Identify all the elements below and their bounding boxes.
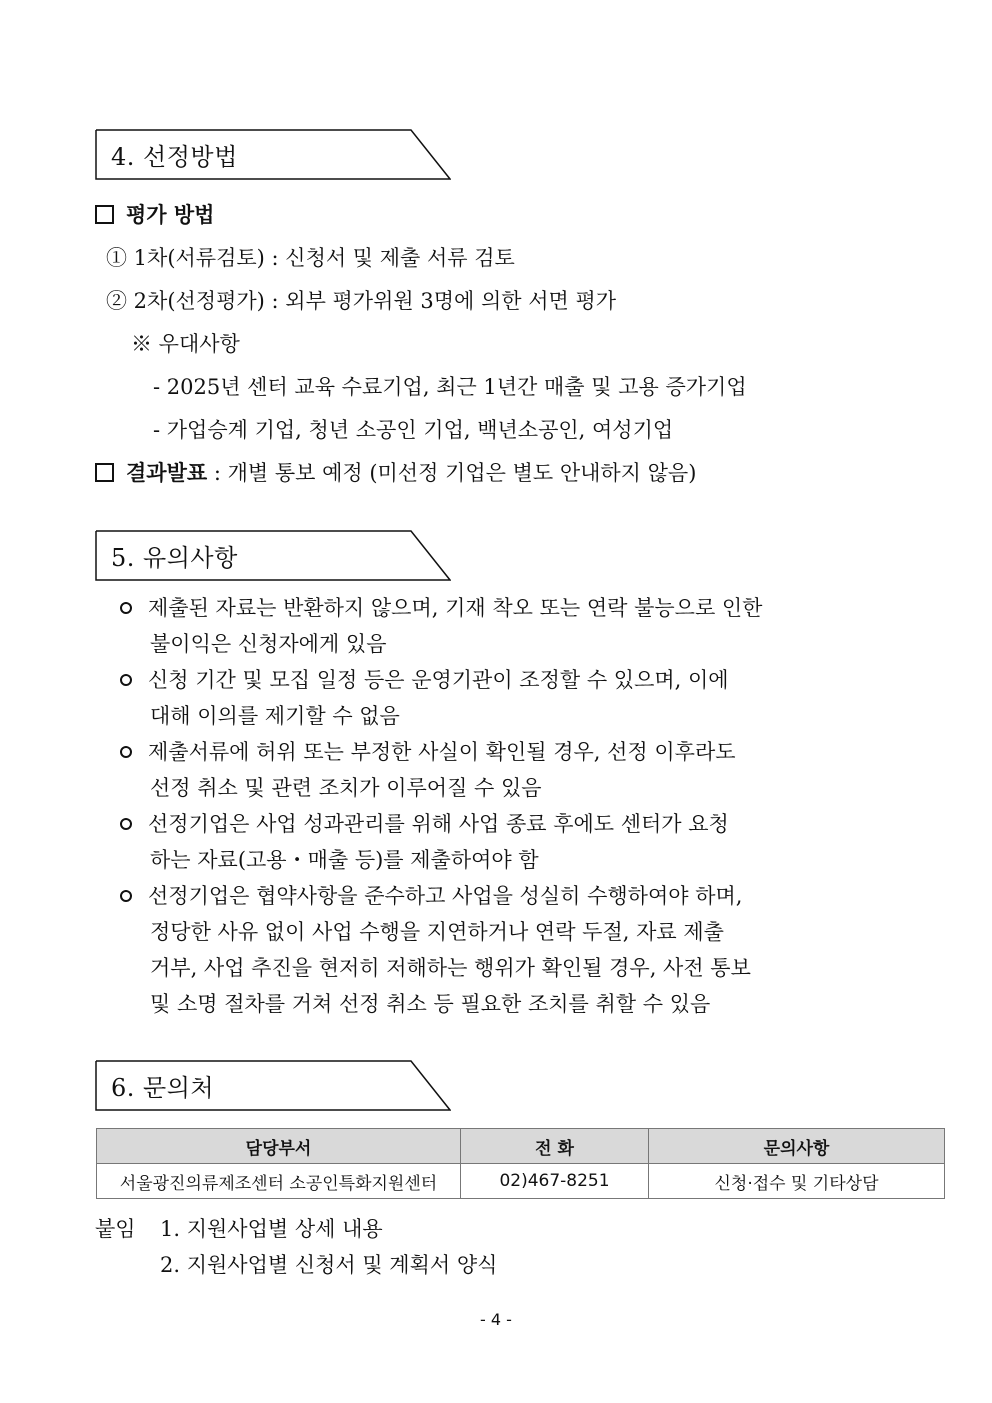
circle-bullet-icon (120, 674, 132, 686)
cell-department: 서울광진의류제조센터 소공인특화지원센터 (97, 1164, 461, 1199)
section-5-header (95, 530, 451, 581)
circle-bullet-icon (120, 602, 132, 614)
cell-phone: 02)467-8251 (461, 1164, 649, 1199)
table-header-row (97, 1129, 945, 1164)
note-4-line-1 (120, 809, 729, 839)
note-text: 신청 기간 및 모집 일정 등은 운영기관이 조정할 수 있으며, 이에 (148, 668, 729, 692)
section-4-title: 4. 선정방법 (111, 143, 238, 171)
preference-item-1: - 2025년 센터 교육 수료기업, 최근 1년간 매출 및 고용 증가기업 (153, 375, 747, 399)
note-3-line-2: 선정 취소 및 관련 조치가 이루어질 수 있음 (150, 776, 542, 800)
eval-method-heading (95, 200, 214, 230)
cell-inquiry: 신청·접수 및 기타상담 (649, 1164, 945, 1199)
note-5-line-3: 거부, 사업 추진을 현저히 저해하는 행위가 확인될 경우, 사전 통보 (150, 956, 751, 980)
checkbox-square-icon (95, 205, 114, 224)
result-label: 결과발표 (126, 460, 208, 485)
attachments-label: 붙임 (95, 1217, 136, 1241)
note-text: 선정기업은 협약사항을 준수하고 사업을 성실히 수행하여야 하며, (148, 884, 743, 908)
table-row (97, 1164, 945, 1199)
section-4-header (95, 129, 451, 180)
note-5-line-1 (120, 881, 742, 911)
eval-method-label: 평가 방법 (126, 202, 215, 227)
attachment-item-1: 1. 지원사업별 상세 내용 (160, 1217, 383, 1241)
note-text: 제출된 자료는 반환하지 않으며, 기재 착오 또는 연락 불능으로 인한 (148, 596, 763, 620)
note-1-line-1 (120, 593, 762, 623)
note-5-line-4: 및 소명 절차를 거쳐 선정 취소 등 필요한 조치를 취할 수 있음 (150, 992, 711, 1016)
checkbox-square-icon (95, 463, 114, 482)
note-4-line-2: 하는 자료(고용・매출 등)를 제출하여야 함 (150, 848, 539, 872)
page-number: - 4 - (480, 1310, 512, 1329)
section-5-title: 5. 유의사항 (111, 544, 238, 572)
header-inquiry: 문의사항 (649, 1129, 945, 1164)
note-2-line-1 (120, 665, 729, 695)
contact-table (96, 1128, 945, 1199)
eval-item-1: ① 1차(서류검토) : 신청서 및 제출 서류 검토 (106, 246, 515, 270)
note-text: 선정기업은 사업 성과관리를 위해 사업 종료 후에도 센터가 요청 (148, 812, 729, 836)
attachment-item-2: 2. 지원사업별 신청서 및 계획서 양식 (160, 1253, 498, 1277)
header-phone: 전 화 (461, 1129, 649, 1164)
header-department: 담당부서 (97, 1129, 461, 1164)
note-2-line-2: 대해 이의를 제기할 수 없음 (150, 704, 400, 728)
circle-bullet-icon (120, 746, 132, 758)
circle-bullet-icon (120, 818, 132, 830)
result-announcement (95, 458, 696, 488)
note-1-line-2: 불이익은 신청자에게 있음 (150, 632, 387, 656)
section-6-title: 6. 문의처 (111, 1074, 215, 1102)
note-text: 제출서류에 허위 또는 부정한 사실이 확인될 경우, 선정 이후라도 (148, 740, 736, 764)
eval-item-2: ② 2차(선정평가) : 외부 평가위원 3명에 의한 서면 평가 (106, 289, 617, 313)
note-3-line-1 (120, 737, 736, 767)
result-text: : 개별 통보 예정 (미선정 기업은 별도 안내하지 않음) (207, 461, 697, 485)
preference-item-2: - 가업승계 기업, 청년 소공인 기업, 백년소공인, 여성기업 (153, 418, 674, 442)
circle-bullet-icon (120, 890, 132, 902)
note-5-line-2: 정당한 사유 없이 사업 수행을 지연하거나 연락 두절, 자료 제출 (150, 920, 724, 944)
section-6-header (95, 1060, 451, 1111)
preference-heading: ※ 우대사항 (131, 332, 240, 356)
